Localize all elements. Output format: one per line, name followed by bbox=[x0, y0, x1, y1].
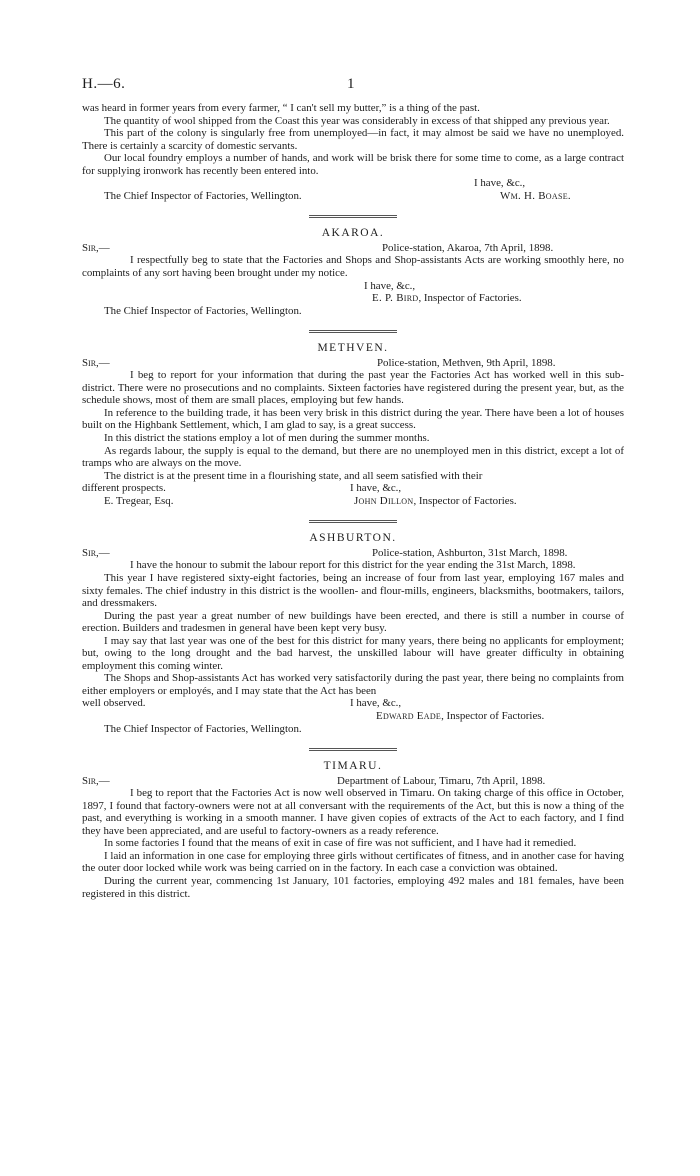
section-divider bbox=[309, 215, 397, 218]
signature-name: Edward Eade bbox=[376, 709, 442, 722]
salutation: Sir,— bbox=[82, 546, 110, 559]
running-header bbox=[82, 78, 624, 102]
body-paragraph: I beg to report for your information that during the past year the Factories Act has worked well in this sub-district. There were no prosecutions and no complaints. Sixteen factories have registered during the present year, but, as the schedule shows, most of them are small places, employing but few hands. bbox=[82, 369, 624, 407]
signature bbox=[372, 292, 522, 305]
salutation: Sir,— bbox=[82, 241, 110, 254]
body-paragraph: In reference to the building trade, it has been very brisk in this district during the year. There have been a lot of houses built on the Highbank Settlement, which, I am glad to say, is a great success. bbox=[82, 406, 624, 432]
body-paragraph: During the past year a great number of new buildings have been erected, and there is still a number in course of erection. Builders and tradesmen in general have been kept very busy. bbox=[82, 609, 624, 635]
closing-line bbox=[82, 280, 624, 293]
section-divider bbox=[309, 330, 397, 333]
document-page bbox=[82, 78, 624, 900]
salutation-line bbox=[82, 775, 624, 788]
signature-title: , Inspector of Factories. bbox=[441, 709, 545, 722]
addressee: E. Tregear, Esq. bbox=[104, 494, 174, 507]
place-date: Police-station, Ashburton, 31st March, 1898. bbox=[372, 546, 568, 559]
place-date: Department of Labour, Timaru, 7th April, 1898. bbox=[337, 774, 546, 787]
body-paragraph: The Shops and Shop-assistants Act has worked very satisfactorily during the past year, there being no complaints from either employers or employés, and I may state that the Act has been bbox=[82, 672, 624, 697]
signature-line bbox=[82, 292, 624, 305]
addressee-signature-line bbox=[82, 495, 624, 508]
page-number: 1 bbox=[347, 76, 355, 92]
closing-line bbox=[82, 697, 624, 710]
body-paragraph: The district is at the present time in a flourishing state, and all seem satisfied with their bbox=[104, 469, 483, 482]
signature-title: , Inspector of Factories. bbox=[418, 292, 522, 305]
body-paragraph: In some factories I found that the means of exit in case of fire was not sufficient, and I have had it remedied. bbox=[104, 837, 577, 850]
signature-name: John Dillon bbox=[354, 494, 414, 507]
section-title: AKAROA. bbox=[321, 227, 385, 240]
intro-paragraph: The quantity of wool shipped from the Coast this year was considerably in excess of that shipped any previous year. bbox=[104, 114, 610, 127]
section-divider bbox=[309, 520, 397, 523]
addressee: The Chief Inspector of Factories, Wellington. bbox=[104, 722, 302, 735]
intro-paragraph: was heard in former years from every farmer, “ I can't sell my butter,” is a thing of the past. bbox=[82, 102, 480, 114]
paragraph-end: well observed. bbox=[82, 697, 146, 710]
closing-line bbox=[82, 177, 624, 190]
salutation: Sir,— bbox=[82, 774, 110, 787]
addressee: The Chief Inspector of Factories, Wellington. bbox=[104, 304, 302, 317]
place-date: Police-station, Methven, 9th April, 1898. bbox=[377, 356, 556, 369]
body-paragraph: I have the honour to submit the labour report for this district for the year ending the 31st March, 1898. bbox=[130, 559, 576, 572]
paragraph-end: different prospects. bbox=[82, 482, 166, 495]
page-reference: H.—6. bbox=[82, 76, 126, 92]
salutation-line bbox=[82, 357, 624, 370]
closing: I have, &c., bbox=[474, 177, 526, 190]
signature: Wm. H. Boase. bbox=[500, 189, 571, 202]
signature bbox=[376, 710, 544, 723]
signature bbox=[354, 495, 517, 508]
signature-title: , Inspector of Factories. bbox=[413, 494, 517, 507]
body-paragraph: As regards labour, the supply is equal to the demand, but there are no unemployed men in this district, except a lot of tramps who are always on the move. bbox=[82, 444, 624, 470]
body-paragraph: I laid an information in one case for employing three girls without certificates of fitness, and in another case for having the outer door locked while work was being carried on in the factory. In each case a conviction was obtained. bbox=[82, 849, 624, 875]
body-paragraph: I beg to report that the Factories Act is now well observed in Timaru. On taking charge of this office in October, 1897, I found that factory-owners were not at all conversant with the requirements of the Act, but this is now a thing of the past, and everything is working in a smooth manner. I have given copies of extracts of the Act to each factory, and I find they have been appreciated, and are useful to factory-owners as a ready reference. bbox=[82, 787, 624, 837]
section-title: TIMARU. bbox=[323, 760, 383, 773]
closing: I have, &c., bbox=[350, 482, 402, 495]
salutation-line bbox=[82, 242, 624, 255]
salutation-line bbox=[82, 547, 624, 560]
body-paragraph: This year I have registered sixty-eight factories, being an increase of four from last year, employing 167 males and sixty females. The chief industry in this district is the woollen- and flour-mills, engineers, blacksmiths, bootmakers, tailors, and dressmakers. bbox=[82, 571, 624, 610]
addressee-signature-line bbox=[82, 190, 624, 203]
body-paragraph: I may say that last year was one of the best for this district for many years, there being no applicants for employment; but, owing to the long drought and the bad harvest, the unskilled labour will have greater difficulty in obtaining employment this coming winter. bbox=[82, 634, 624, 672]
place-date: Police-station, Akaroa, 7th April, 1898. bbox=[382, 241, 554, 254]
intro-letter bbox=[82, 102, 624, 202]
signature-name: E. P. Bird bbox=[372, 292, 419, 305]
intro-paragraph: This part of the colony is singularly free from unemployed—in fact, it may almost be said we have no unemployed. There is certainly a scarcity of domestic servants. bbox=[82, 127, 624, 152]
body-paragraph: In this district the stations employ a lot of men during the summer months. bbox=[104, 432, 430, 445]
salutation: Sir,— bbox=[82, 356, 110, 369]
section-timaru bbox=[82, 760, 624, 900]
body-paragraph: During the current year, commencing 1st January, 101 factories, employing 492 males and 181 females, have been registered in this district. bbox=[82, 874, 624, 900]
closing: I have, &c., bbox=[364, 279, 416, 292]
section-title: METHVEN. bbox=[317, 342, 389, 355]
section-methven bbox=[82, 342, 624, 507]
section-ashburton bbox=[82, 532, 624, 735]
closing-line bbox=[82, 482, 624, 495]
body-paragraph: I respectfully beg to state that the Factories and Shops and Shop-assistants Acts are working smoothly here, no complaints of any sort having been brought under my notice. bbox=[82, 254, 624, 280]
closing: I have, &c., bbox=[350, 697, 402, 710]
section-akaroa bbox=[82, 227, 624, 317]
addressee: The Chief Inspector of Factories, Wellington. bbox=[104, 189, 302, 202]
section-title: ASHBURTON. bbox=[309, 532, 397, 545]
section-divider bbox=[309, 748, 397, 751]
signature-line bbox=[82, 710, 624, 723]
intro-paragraph: Our local foundry employs a number of hands, and work will be brisk there for some time to come, as a large contract for supplying ironwork has recently been entered into. bbox=[82, 152, 624, 177]
